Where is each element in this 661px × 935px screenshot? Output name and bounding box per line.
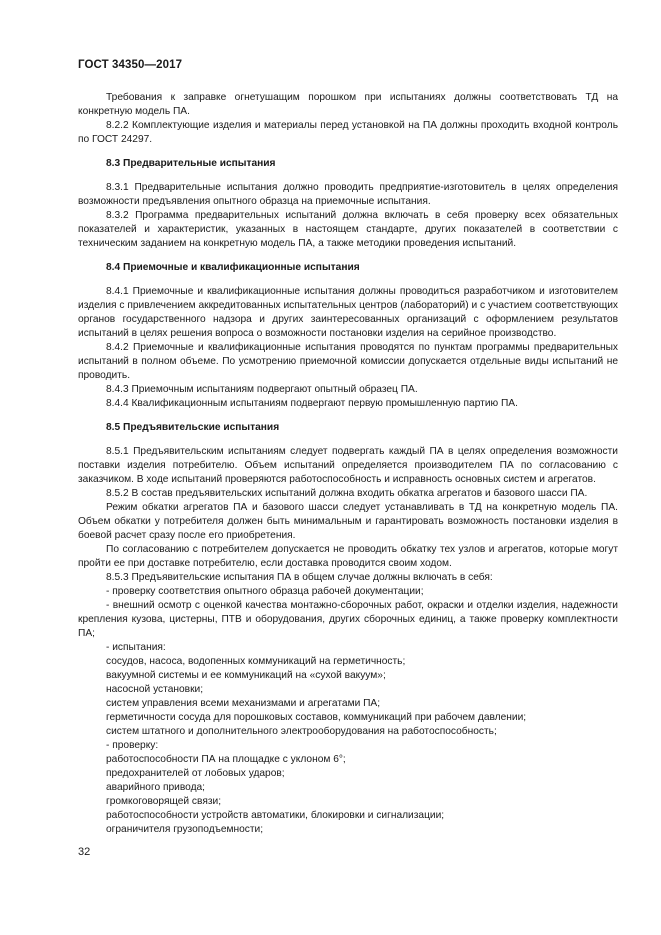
list-item: ограничителя грузоподъемности; [106,824,264,835]
paragraph: По согласованию с потребителем допускается не проводить обкатку тех узлов и агрегатов, которые могут пройти ее при доставке потребителю, если доставка проводится своим ходом. [78,544,618,569]
list-item: работоспособности устройств автоматики, блокировки и сигнализации; [106,810,445,821]
paragraph: 8.4.1 Приемочные и квалификационные испытания должны проводиться разработчиком и изготовителем изделия с привлечением аккредитованных испытательных центров (лабораторий) и с участием соответствующих органов государственного надзора и других заинтересованных организаций с оформлением результатов испытаний в целях решения вопроса о возможности постановки изделия на серийное производство. [78,286,618,339]
paragraph: Режим обкатки агрегатов ПА и базового шасси следует устанавливать в ТД на конкретную модель ПА. Объем обкатки у потребителя должен быть минимальным и гарантировать возможность постановки изделия в боевой расчет сразу после его приобретения. [78,502,618,541]
list-item: - проверку: [106,740,159,751]
document-body [78,91,618,837]
paragraph: 8.2.2 Комплектующие изделия и материалы перед установкой на ПА должны проходить входной контроль по ГОСТ 24297. [78,120,618,145]
paragraph: 8.4.4 Квалификационным испытаниям подвергают первую промышленную партию ПА. [106,398,518,409]
list-item: - проверку соответствия опытного образца рабочей документации; [106,586,424,597]
paragraph: 8.3.2 Программа предварительных испытаний должна включать в себя проверку всех обязательных показателей и характеристик, указанных в настоящем стандарте, других показателей в соответствии с техническим заданием на конкретную модель ПА, а также методики проведения испытаний. [78,210,618,249]
section-heading: 8.3 Предварительные испытания [106,158,276,169]
paragraph: 8.3.1 Предварительные испытания должно проводить предприятие-изготовитель в целях определения возможности предъявления опытного образца на приемочные испытания. [78,182,618,207]
list-item: предохранителей от лобовых ударов; [106,768,285,779]
section-heading: 8.4 Приемочные и квалификационные испытания [106,262,360,273]
list-item: систем управления всеми механизмами и агрегатами ПА; [106,698,381,709]
paragraph: 8.5.1 Предъявительским испытаниям следует подвергать каждый ПА в целях определения возможности поставки изделия потребителю. Объем испытаний определяется производителем ПА по согласованию с заказчиком. В ходе испытаний проверяются работоспособность и исправность основных систем и агрегатов. [78,446,618,485]
list-item: сосудов, насоса, водопенных коммуникаций на герметичность; [106,656,406,667]
list-item: герметичности сосуда для порошковых составов, коммуникаций при рабочем давлении; [106,712,527,723]
list-item: вакуумной системы и ее коммуникаций на «сухой вакуум»; [106,670,386,681]
section-heading: 8.5 Предъявительские испытания [106,422,280,433]
page-number: 32 [78,846,91,858]
list-item: работоспособности ПА на площадке с уклоном 6°; [106,754,346,765]
list-item: аварийного привода; [106,782,206,793]
paragraph: Требования к заправке огнетушащим порошком при испытаниях должны соответствовать ТД на конкретную модель ПА. [78,92,618,117]
paragraph: 8.5.2 В состав предъявительских испытаний должна входить обкатка агрегатов и базового шасси ПА. [106,488,588,499]
list-item: - внешний осмотр с оценкой качества монтажно-сборочных работ, окраски и отделки изделия, надежности крепления кузова, цистерны, ПТВ и оборудования, других сборочных единиц, а также проверку комплектности ПА; [78,600,618,639]
list-item: насосной установки; [106,684,204,695]
list-item: систем штатного и дополнительного электрооборудования на работоспособность; [106,726,497,737]
paragraph: 8.4.2 Приемочные и квалификационные испытания проводятся по пунктам программы предварительных испытаний в полном объеме. По усмотрению приемочной комиссии допускается отдельные виды испытаний не проводить. [78,342,618,381]
paragraph: 8.5.3 Предъявительские испытания ПА в общем случае должны включать в себя: [106,572,493,583]
document-header: ГОСТ 34350—2017 [78,59,183,71]
paragraph: 8.4.3 Приемочным испытаниям подвергают опытный образец ПА. [106,384,418,395]
list-item: громкоговорящей связи; [106,796,222,807]
list-item: - испытания: [106,642,166,653]
